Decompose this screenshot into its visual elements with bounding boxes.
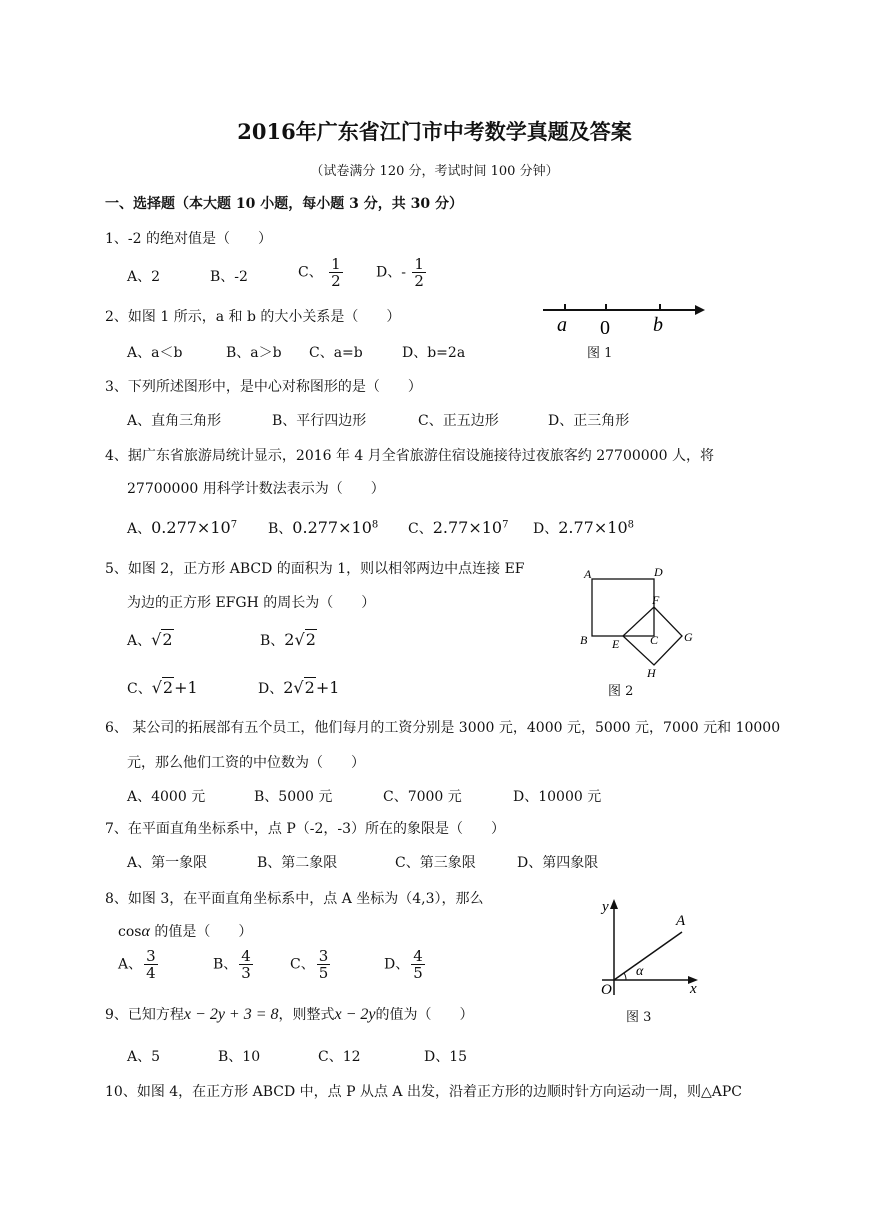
q8-option-d — [384, 948, 427, 981]
q7-option-a: A、第一象限 — [127, 855, 208, 871]
q5-option-d-radicand: 2 — [304, 678, 315, 697]
page-title: 2016年广东省江门市中考数学真题及答案 — [237, 119, 632, 144]
q5-option-a-radicand: 2 — [162, 630, 173, 649]
fig2-label-h: H — [647, 666, 656, 680]
q4-option-a — [127, 518, 237, 538]
question-7-stem: 7、在平面直角坐标系中，点 P（-2，-3）所在的象限是（ ） — [105, 821, 506, 837]
q8-option-a-fraction — [144, 948, 158, 981]
fraction-numerator: 4 — [413, 947, 423, 965]
q1-option-a: A、2 — [127, 269, 161, 285]
question-8-stem-line2 — [118, 921, 252, 941]
fig2-label-f: F — [652, 593, 660, 607]
fig3-label-x: x — [690, 981, 697, 997]
q4-option-b-prefix: B、 — [268, 521, 293, 537]
q4-option-c — [408, 518, 508, 538]
question-3-stem: 3、下列所述图形中，是中心对称图形的是（ ） — [105, 379, 422, 395]
figure-1-number-line — [535, 296, 715, 346]
q9-option-a: A、5 — [127, 1049, 161, 1065]
q8-stem-tail: 的值是（ ） — [149, 924, 253, 940]
q6-option-d: D、10000 元 — [513, 789, 602, 805]
q4-option-b-base: 0.277×10 — [292, 518, 372, 537]
section-heading: 一、选择题（本大题 10 小题，每小题 3 分，共 30 分） — [105, 196, 463, 212]
fraction-numerator: 4 — [241, 947, 251, 965]
q4-option-a-exponent: 7 — [230, 519, 238, 531]
figure-2-squares — [572, 562, 702, 682]
q1-option-c — [298, 256, 345, 289]
q2-option-a: A、a＜b — [127, 345, 183, 361]
q9-stem-middle: ，则整式 — [278, 1007, 335, 1023]
q5-option-c-prefix: C、 — [127, 681, 152, 697]
q3-option-c: C、正五边形 — [418, 413, 499, 429]
fig2-label-e: E — [612, 637, 620, 651]
question-10-stem: 10、如图 4，在正方形 ABCD 中，点 P 从点 A 出发，沿着正方形的边顺时针方向运动一周，则△APC — [105, 1084, 743, 1100]
fig3-label-alpha: α — [636, 964, 644, 979]
fraction-denominator: 4 — [146, 964, 156, 982]
fraction-denominator: 5 — [413, 964, 423, 982]
fraction-denominator: 2 — [331, 272, 341, 290]
fig3-label-a: A — [676, 913, 686, 929]
q1-option-d-prefix: D、- — [376, 264, 406, 281]
figure-3-caption: 图 3 — [626, 1010, 652, 1025]
question-9-stem — [105, 1004, 474, 1024]
q4-option-c-exponent: 7 — [502, 519, 509, 531]
fig2-label-a: A — [584, 567, 592, 581]
q4-option-b — [268, 518, 378, 538]
q4-option-d-exponent: 8 — [627, 519, 634, 531]
q5-option-b: B、2√2 — [260, 630, 316, 649]
fig3-label-o: O — [601, 982, 612, 998]
q5-option-d-prefix: D、 — [258, 681, 284, 697]
fig2-label-c: C — [650, 633, 659, 647]
q8-option-b — [213, 948, 255, 981]
fraction-numerator: 1 — [414, 255, 424, 273]
question-5-stem-line1: 5、如图 2，正方形 ABCD 的面积为 1，则以相邻两边中点连接 EF — [105, 561, 525, 577]
q3-option-b: B、平行四边形 — [272, 413, 367, 429]
q2-option-d: D、b=2a — [402, 345, 466, 361]
fraction-denominator: 5 — [318, 964, 329, 982]
q8-alpha: α — [141, 923, 150, 940]
q5-option-a: A、√2 — [127, 630, 173, 649]
fraction-numerator: 3 — [318, 947, 329, 965]
q8-option-d-fraction — [411, 948, 425, 981]
question-2-stem: 2、如图 1 所示，a 和 b 的大小关系是（ ） — [105, 309, 401, 325]
q8-option-a — [118, 948, 160, 981]
fraction-numerator: 1 — [331, 255, 341, 273]
q5-option-b-prefix: B、 — [260, 633, 285, 649]
fig2-label-g: G — [684, 630, 693, 644]
figure-2-caption: 图 2 — [608, 684, 634, 699]
q7-option-b: B、第二象限 — [257, 855, 338, 871]
question-8-stem-line1: 8、如图 3，在平面直角坐标系中，点 A 坐标为（4,3），那么 — [105, 891, 484, 907]
q9-expression: x − 2y — [334, 1006, 376, 1023]
q5-option-d-tail: +1 — [315, 678, 340, 697]
fig2-label-b: B — [580, 633, 588, 647]
q9-stem-prefix: 9、已知方程 — [105, 1007, 184, 1023]
question-4-stem-line2: 27700000 用科学计数法表示为（ ） — [127, 481, 385, 497]
q9-option-b: B、10 — [218, 1049, 261, 1065]
q9-option-d: D、15 — [424, 1049, 468, 1065]
q7-option-d: D、第四象限 — [517, 855, 599, 871]
q1-option-b: B、-2 — [210, 269, 248, 285]
q4-option-a-base: 0.277×10 — [151, 518, 231, 537]
q6-option-c: C、7000 元 — [383, 789, 462, 805]
fraction-numerator: 3 — [146, 947, 156, 965]
q4-option-b-exponent: 8 — [371, 519, 379, 531]
q3-option-a: A、直角三角形 — [127, 413, 222, 429]
figure-3-coordinate-plane — [590, 895, 710, 1000]
q7-option-c: C、第三象限 — [395, 855, 476, 871]
figure-1-caption: 图 1 — [587, 346, 613, 361]
q5-option-a-prefix: A、 — [127, 633, 152, 649]
q1-option-c-fraction — [329, 256, 343, 289]
fig1-label-zero: 0 — [600, 317, 610, 339]
q5-option-d: D、2√2+1 — [258, 678, 340, 697]
q5-option-c-radicand: 2 — [162, 678, 174, 697]
q5-option-b-radicand: 2 — [305, 630, 316, 649]
q9-stem-tail: 的值为（ ） — [375, 1007, 474, 1023]
q8-option-c — [290, 948, 332, 981]
fig1-label-a: a — [557, 314, 567, 336]
q8-option-c-prefix: C、 — [290, 956, 315, 973]
q5-option-c: C、√2+1 — [127, 678, 198, 697]
q3-option-d: D、正三角形 — [548, 413, 630, 429]
fig1-label-b: b — [653, 314, 663, 336]
q4-option-d-prefix: D、 — [533, 521, 559, 537]
fraction-denominator: 2 — [414, 272, 424, 290]
q5-option-b-coefficient: 2 — [284, 630, 295, 649]
q8-option-b-fraction — [239, 948, 253, 981]
q1-option-d — [376, 256, 428, 289]
q2-option-b: B、a＞b — [226, 345, 282, 361]
q6-option-a: A、4000 元 — [127, 789, 206, 805]
q1-option-c-prefix: C、 — [298, 264, 323, 281]
q4-option-a-prefix: A、 — [127, 521, 152, 537]
question-6-stem-line2: 元，那么他们工资的中位数为（ ） — [127, 755, 365, 771]
fig2-label-d: D — [654, 565, 663, 579]
fraction-denominator: 3 — [241, 964, 251, 982]
q2-option-c: C、a=b — [309, 345, 363, 361]
question-1-stem: 1、-2 的绝对值是（ ） — [105, 231, 272, 247]
q5-option-d-coefficient: 2 — [283, 678, 294, 697]
q4-option-c-prefix: C、 — [408, 521, 433, 537]
q8-cos: cos — [118, 924, 142, 940]
q6-option-b: B、5000 元 — [254, 789, 333, 805]
q1-option-d-fraction — [412, 256, 426, 289]
q8-option-b-prefix: B、 — [213, 956, 238, 973]
q9-equation: x − 2y + 3 = 8 — [183, 1006, 279, 1023]
page-subtitle: （试卷满分 120 分，考试时间 100 分钟） — [310, 164, 559, 179]
q4-option-d-base: 2.77×10 — [558, 518, 628, 537]
q8-option-a-prefix: A、 — [118, 956, 143, 973]
q4-option-c-base: 2.77×10 — [432, 518, 503, 537]
q8-option-c-fraction — [317, 948, 331, 981]
question-4-stem-line1: 4、据广东省旅游局统计显示，2016 年 4 月全省旅游住宿设施接待过夜旅客约 27700000 人，将 — [105, 448, 714, 464]
q5-option-c-tail: +1 — [174, 678, 198, 697]
question-5-stem-line2: 为边的正方形 EFGH 的周长为（ ） — [127, 595, 376, 611]
q4-option-d — [533, 518, 634, 538]
fig3-label-y: y — [602, 899, 609, 915]
question-6-stem-line1: 6、 某公司的拓展部有五个员工，他们每月的工资分别是 3000 元，4000 元，5000 元，7000 元和 10000 — [105, 720, 781, 736]
q9-option-c: C、12 — [318, 1049, 361, 1065]
q8-option-d-prefix: D、 — [384, 956, 410, 973]
